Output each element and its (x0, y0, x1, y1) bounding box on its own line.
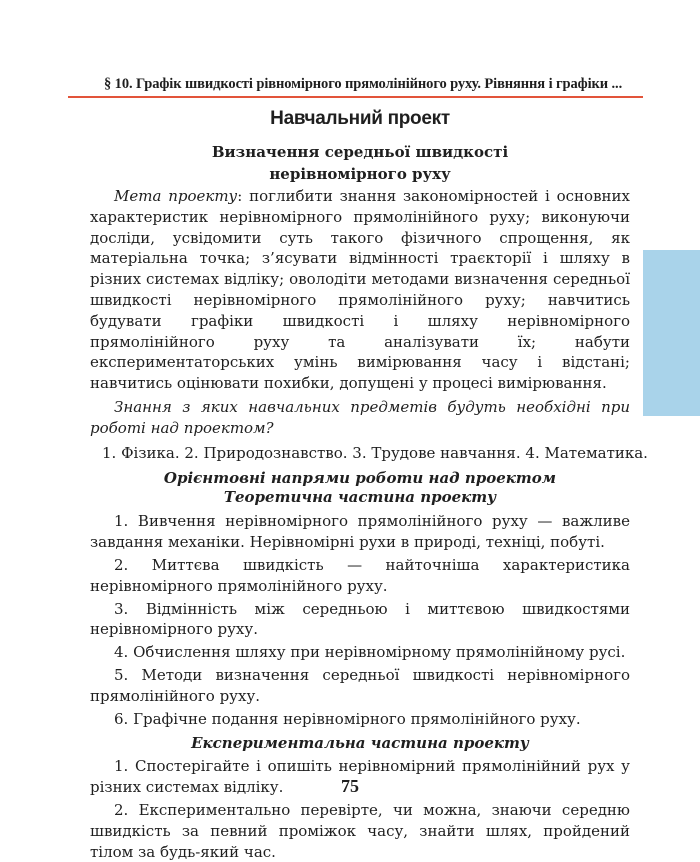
theory-item: 4. Обчислення шляху при нерівномірному прямолінійному русі. (114, 643, 626, 662)
project-goal-paragraph (90, 186, 630, 394)
section-title: Навчальний проект (270, 108, 450, 129)
theory-item: 1. Вивчення нерівномірного прямолінійного руху — важливе завдання механіки. Нерівномірні рухи в природі, техніці, побуті. (90, 512, 630, 552)
theory-item: 2. Миттєва швидкість — найточніша характеристика нерівномірного прямолінійного руху. (90, 555, 630, 595)
experiment-item: 1. Спостерігайте і опишіть нерівномірний прямолінійний рух у різних системах відліку. (90, 757, 630, 797)
experiment-heading: Експериментальна частина проекту (191, 734, 529, 753)
subjects-list: 1. Фізика. 2. Природознавство. 3. Трудове навчання. 4. Математика. (102, 443, 648, 462)
running-header: § 10. Графік швидкості рівномірного прямолінійного руху. Рівняння і графіки ... (104, 76, 623, 92)
page-content (90, 108, 648, 862)
theory-item: 3. Відмінність між середньою і миттєвою швидкостями нерівномірного руху. (90, 599, 630, 639)
experiment-item: 2. Експериментально перевірте, чи можна, знаючи середню швидкість за певний проміжок часу, знайти шлях, пройдений тілом за будь-який час. (90, 800, 630, 861)
directions-heading: Орієнтовні напрями роботи над проектом (163, 469, 557, 488)
header-divider (68, 96, 643, 98)
side-color-tab (643, 250, 700, 416)
subjects-question: Знання з яких навчальних предметів будуть необхідні при роботі над проектом? (90, 397, 630, 437)
theory-heading: Теоретична частина проекту (223, 488, 497, 507)
goal-label: Мета проекту (114, 187, 238, 205)
theory-item: 6. Графічне подання нерівномірного прямолінійного руху. (114, 709, 581, 728)
project-title-line2: нерівномірного руху (269, 165, 451, 183)
goal-text: : поглибити знання закономірностей і основних характеристик нерівномірного прямолінійного руху; виконуючи досліди, усвідомити суть такого фізичного спрощення, як матеріальна точка; з’ясувати відмінності траєкторії і шляху в різних системах відліку; оволодіти методами визначення середньої швидкості нерівномірного прямолінійного руху; навчитись будувати графіки швидкості і шляху нерівномірного прямолінійного руху та аналізувати їх; набути експериментаторських умінь вимірювання часу і відстані; навчитись оцінювати похибки, допущені у процесі вимірювання. (90, 187, 630, 393)
theory-item: 5. Методи визначення середньої швидкості нерівномірного прямолінійного руху. (90, 665, 630, 705)
project-title-line1: Визначення середньої швидкості (211, 143, 509, 161)
page-number: 75 (341, 776, 359, 796)
